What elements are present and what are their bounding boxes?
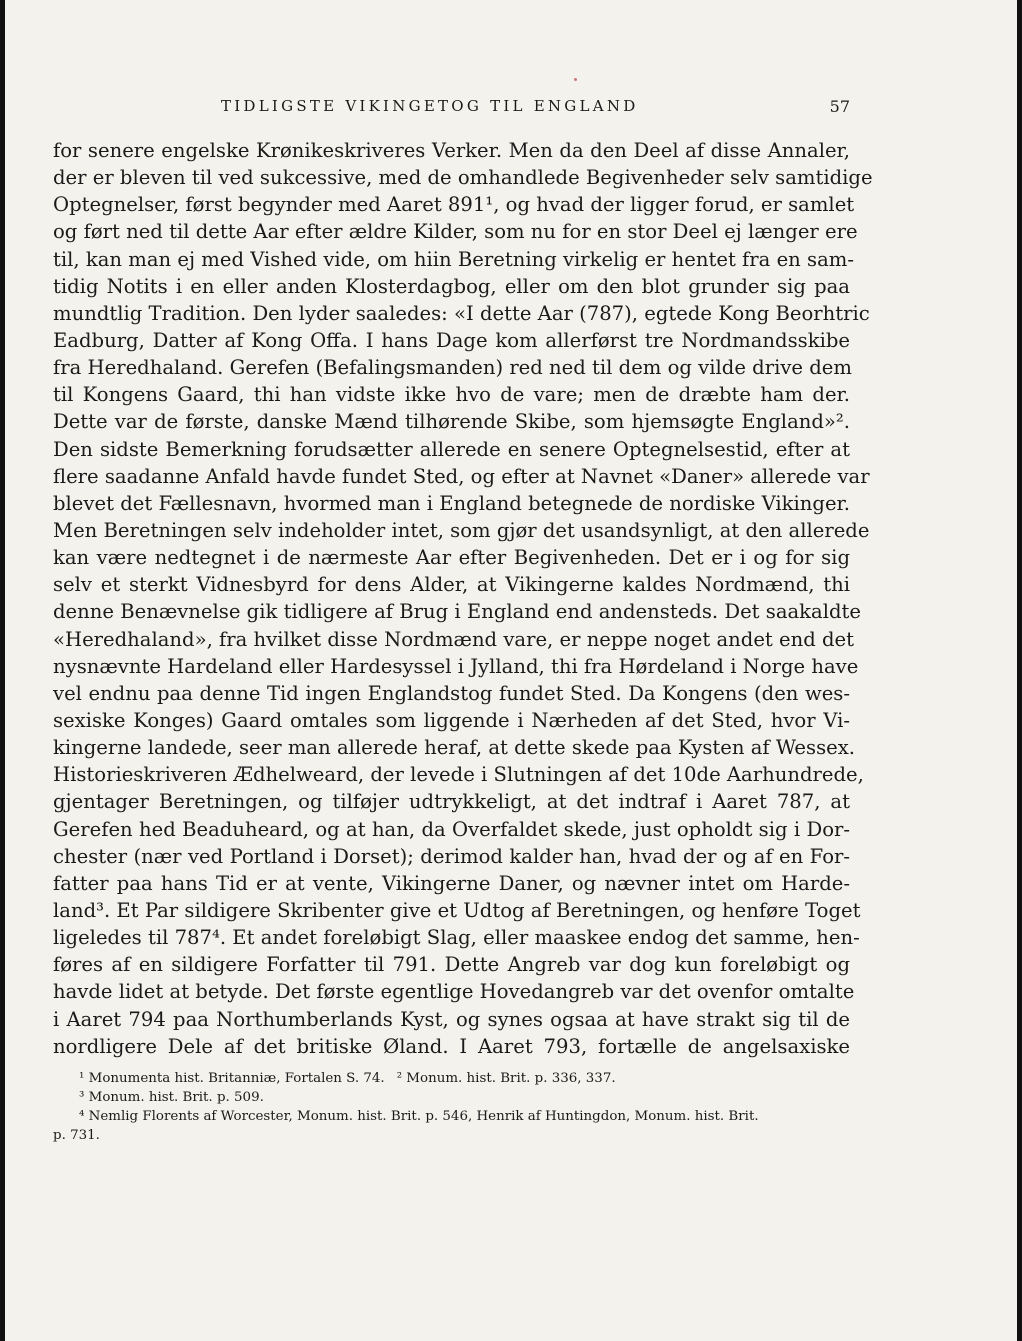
text-line: til Kongens Gaard, thi han vidste ikke hvo de vare; men de dræbte ham der. [53,383,850,407]
page-number: 57 [829,97,850,116]
text-line: tidig Notits i en eller anden Klosterdagbog, eller om den blot grunder sig paa [53,274,850,298]
text-line: sexiske Konges) Gaard omtales som liggende i Nærheden af det Sted, hvor Vi- [53,708,850,732]
text-line: ligeledes til 787⁴. Et andet foreløbigt Slag, eller maaskee endog det samme, hen- [53,926,860,950]
text-line: denne Benævnelse gik tidligere af Brug i England end andensteds. Det saakaldte [53,600,862,624]
running-title: TIDLIGSTE VIKINGETOG TIL ENGLAND [221,97,639,115]
text-line: Optegnelser, først begynder med Aaret 891¹, og hvad der ligger forud, er samlet [53,193,855,217]
text-line: Dette var de første, danske Mænd tilhørende Skibe, som hjemsøgte England»². [53,410,850,434]
text-line: vel endnu paa denne Tid ingen Englandstog fundet Sted. Da Kongens (den wes- [53,681,850,705]
text-line: for senere engelske Krønikeskriveres Verker. Men da den Deel af disse Annaler, [53,139,850,162]
text-line: blevet det Fællesnavn, hvormed man i England betegnede de nordiske Vikinger. [53,491,850,515]
footnote-2: ² Monum. hist. Brit. p. 336, 337. [396,1071,616,1086]
text-line: nordligere Dele af det britiske Øland. I Aaret 793, fortælle de angelsaxiske [53,1034,850,1058]
text-line: Men Beretningen selv indeholder intet, som gjør det usandsynligt, at den allerede [53,518,870,542]
text-line: fra Heredhaland. Gerefen (Befalingsmanden) red ned til dem og vilde drive dem [53,356,852,380]
text-line: havde lidet at betyde. Det første egentlige Hovedangreb var det ovenfor omtalte [53,980,855,1004]
text-line: chester (nær ved Portland i Dorset); derimod kalder han, hvad der og af en For- [53,844,850,868]
text-line: nysnævnte Hardeland eller Hardesyssel i Jylland, thi fra Hørdeland i Norge have [53,654,859,678]
ink-speck [574,78,577,81]
text-line: føres af en sildigere Forfatter til 791. Dette Angreb var dog kun foreløbigt og [53,953,850,977]
text-line: land³. Et Par sildigere Skribenter give et Udtog af Beretningen, og henføre Toget [53,898,861,922]
text-line: Historieskriveren Ædhelweard, der levede i Slutningen af det 10de Aarhundrede, [53,763,864,787]
running-head [60,97,850,121]
text-line: Gerefen hed Beaduheard, og at han, da Overfaldet skede, just opholdt sig i Dor- [53,817,850,841]
text-line: flere saadanne Anfald havde fundet Sted, og efter at Navnet «Daner» allerede var [53,464,870,488]
scan-border-left [0,0,5,1341]
text-line: til, kan man ej med Vished vide, om hiin Beretning virkelig er hentet fra en sam- [53,247,854,271]
text-line: kingerne landede, seer man allerede heraf, at dette skede paa Kysten af Wessex. [53,736,855,760]
footnote-row [53,1069,850,1088]
text-line: selv et sterkt Vidnesbyrd for dens Alder, at Vikingerne kaldes Nordmænd, thi [53,573,850,597]
text-line: der er bleven til ved sukcessive, med de omhandlede Begivenheder selv samtidige [53,166,873,190]
footnote-1: ¹ Monumenta hist. Britanniæ, Fortalen S. 74. [79,1071,385,1086]
text-line: Den sidste Bemerkning forudsætter allerede en senere Optegnelsestid, efter at [53,437,850,461]
text-line: fatter paa hans Tid er at vente, Vikingerne Daner, og nævner intet om Harde- [53,871,850,895]
text-line: kan være nedtegnet i de nærmeste Aar efter Begivenheden. Det er i og for sig [53,546,850,570]
text-line: «Heredhaland», fra hvilket disse Nordmænd vare, er neppe noget andet end det [53,627,855,651]
footnote-4: ⁴ Nemlig Florents af Worcester, Monum. hist. Brit. p. 546, Henrik af Huntingdon, Monum. hist. Brit. [79,1109,759,1124]
text-line: Eadburg, Datter af Kong Offa. I hans Dage kom allerførst tre Nordmandsskibe [53,328,850,352]
text-line: mundtlig Tradition. Den lyder saaledes: «I dette Aar (787), egtede Kong Beorhtric [53,301,870,325]
footnote-3: ³ Monum. hist. Brit. p. 509. [79,1090,264,1105]
scan-border-right [1017,0,1022,1341]
footnotes [53,1069,850,1145]
text-line: i Aaret 794 paa Northumberlands Kyst, og synes ogsaa at have strakt sig til de [53,1007,850,1031]
text-line: gjentager Beretningen, og tilføjer udtrykkeligt, at det indtraf i Aaret 787, at [53,790,850,814]
footnote-4-continuation: p. 731. [53,1128,100,1143]
body-text [53,137,873,1060]
text-line: og ført ned til dette Aar efter ældre Kilder, som nu for en stor Deel ej længer ere [53,220,858,244]
